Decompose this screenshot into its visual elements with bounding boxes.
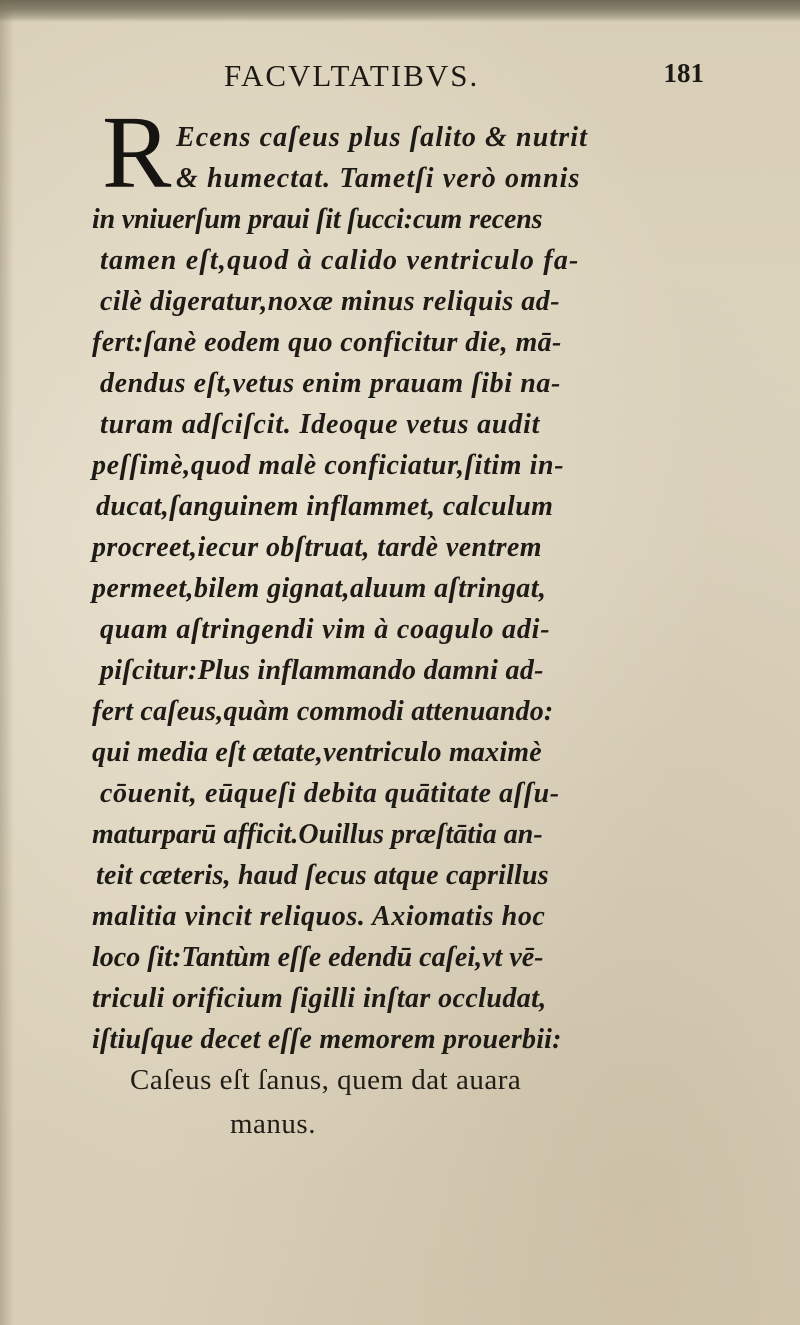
text-line: dendus eſt,vetus enim prauam ſibi na-: [100, 368, 561, 399]
running-title: FACVLTATIBVS.: [224, 58, 480, 93]
text-line: cilè digeratur,noxæ minus reliquis ad-: [100, 286, 561, 317]
text-line: & humectat. Tametſi verò omnis: [176, 163, 581, 194]
text-line: permeet,bilem gignat,aluum aſtringat,: [92, 573, 547, 604]
text-line: cōuenit, eūqueſi debita quātitate aſſu-: [100, 778, 560, 809]
text-line: quam aſtringendi vim à coagulo adi-: [100, 614, 551, 645]
page-top-edge: [0, 0, 800, 22]
proverb-line-2: manus.: [230, 1108, 316, 1140]
drop-cap: R: [102, 95, 172, 210]
page-gutter-shadow: [0, 0, 14, 1325]
text-line: fert caſeus,quàm commodi attenuando:: [92, 696, 554, 727]
text-line: in vniuerſum praui ſit ſucci:cum recens: [92, 204, 543, 235]
page-header: [224, 58, 704, 98]
text-line: malitia vincit reliquos. Axiomatis hoc: [92, 901, 546, 932]
text-line: ducat,ſanguinem inflammet, calculum: [96, 491, 554, 522]
text-line: Ecens caſeus plus ſalito & nutrit: [176, 122, 589, 153]
text-line: fert:ſanè eodem quo conficitur die, mā-: [92, 327, 562, 358]
text-line: triculi orificium ſigilli inſtar occludat,: [92, 983, 547, 1014]
text-line: piſcitur:Plus inflammando damni ad-: [100, 655, 544, 686]
text-line: qui media eſt ætate,ventriculo maximè: [92, 737, 542, 768]
text-line: peſſimè,quod malè conficiatur,ſitim in-: [92, 450, 565, 481]
text-line: maturparū afficit.Ouillus præſtātia an-: [92, 819, 543, 850]
text-line: tamen eſt,quod à calido ventriculo fa-: [100, 245, 580, 276]
page-number: 181: [663, 58, 704, 88]
text-line: teit cæteris, haud ſecus atque caprillus: [96, 860, 549, 891]
text-line: iſtiuſque decet eſſe memorem prouerbii:: [92, 1024, 562, 1055]
text-line: loco ſit:Tantùm eſſe edendū caſei,vt vē-: [92, 942, 544, 973]
text-line: turam adſciſcit. Ideoque vetus audit: [100, 409, 541, 440]
text-line: procreet,iecur obſtruat, tardè ventrem: [92, 532, 542, 563]
proverb-line-1: Caſeus eſt ſanus, quem dat auara: [130, 1064, 522, 1096]
